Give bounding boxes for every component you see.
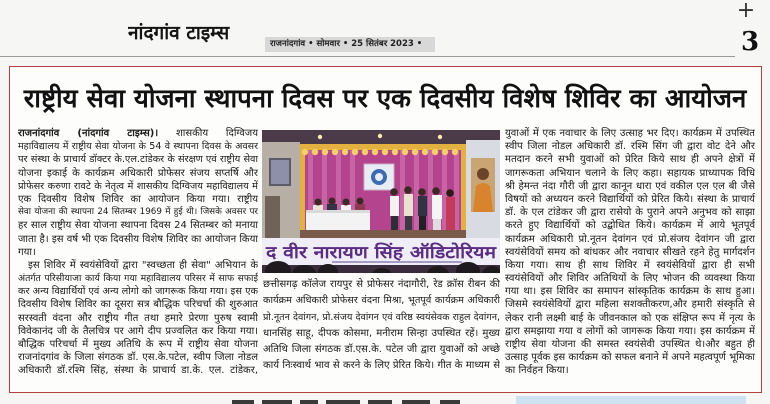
article-text-line: स्वयंसेवियों और शिविर अतिथियों के लिए भोजन की व्यवस्था किया: [505, 273, 755, 285]
article-text-line: राजनांदगांव के जिला संगठक डॉ. एस.के.पटेल, स्वीप जिला नोडल: [18, 352, 258, 364]
clipped-text-fragment: [368, 400, 392, 404]
newspaper-name: नांदगांव टाइम्स: [128, 22, 230, 44]
article-text-line: एक दिवसीय विशेष शिविर का आयोजन किया गया। राष्ट्रीय: [18, 193, 258, 205]
article-text-line: गया था। इस शिविर का समापन सांस्कृतिक कार्यक्रम के साथ हुआ।: [505, 286, 755, 298]
article-text-line: लेकर रानी लक्ष्मी बाई के जीवनकाल को एक संक्षिप्त रूप में नृत्य के: [505, 312, 755, 324]
clipped-text-fragment: [440, 400, 460, 404]
article-text-line: उत्साह पूर्वक इस कार्यक्रम को सफल बनाने में अपने महत्वपूर्ण भूमिका: [505, 352, 755, 364]
article-text-line: प्रोफेसर करुणा रावटे के नेतृत्व में शासकीय दिग्विजय महाविद्यालय में: [18, 180, 258, 192]
article-text-line: छत्तीसगढ़ कॉलेज रायपुर से प्रोफेसर नंदागौरी, रेड क्रॉस रीबन की: [263, 279, 500, 290]
article-text-line: कार्य निःस्वार्थ भाव से करने के लिए प्रेरित किये। गीत के माध्यम से: [263, 360, 500, 372]
stage-emblem: [364, 164, 394, 190]
clipped-text-fragment: [402, 400, 430, 404]
article-text-line: पर संस्था के प्राचार्य डॉक्टर के.एल.टांडेकर के संरक्षण एवं राष्ट्रीय सेवा: [18, 154, 258, 166]
page-number: 3: [740, 27, 760, 57]
article-text: शासकीय दिग्विजय: [175, 128, 258, 139]
article-text-line: किया गया। साथ ही साथ शिविर में स्वयंसेवियों द्वारा ही सभी: [505, 259, 755, 271]
article-text-line: स्वीप जिला नोडल अधिकारी डॉ. रश्मि सिंग जी द्वारा वोट देने और: [505, 141, 755, 153]
article-text-line: अधिकारी डॉ.रश्मि सिंह, संस्था के प्राचार्य डा.के. एल. टांडेकर,: [18, 365, 258, 377]
article-text-line: स्वयंसेवियों समय को बांधकर और नवाचार सीखते रहने हेतु मार्गदर्शन: [505, 246, 755, 258]
ceiling: [262, 130, 500, 144]
col-right: [505, 127, 755, 378]
next-story-box: [516, 396, 746, 404]
date-strip: राजनांदगांव • सोमवार • 25 सितंबर 2023 •: [265, 37, 435, 52]
article-text-line: जाता है। इस वर्ष भी एक दिवसीय विशेष शिविर का आयोजन किया: [18, 233, 258, 245]
article-text-line: राष्ट्रीय सेवा योजना की समस्त स्वयंसेवी उपस्थित थे।और बहुत ही: [505, 339, 755, 350]
stage-table: [306, 210, 370, 230]
article-text-line: गया।: [18, 246, 36, 258]
clipped-text-fragment: [326, 400, 360, 404]
article-text-line: महाविद्यालय में राष्ट्रीय सेवा योजना के 54 वे स्थापना दिवस के अवसर: [18, 141, 258, 153]
left-wall: [262, 142, 300, 240]
article-text-line: सरस्वती वंदना और राष्ट्रीय गीत तथा हमारे प्रेरणा पुरुष स्वामी: [18, 312, 258, 324]
article-text-line: द्वारा समझाया गया व लोगों को जागरूक किया गया। इस कार्यक्रम में: [505, 325, 755, 337]
article-text-line: प्रो.नूतन देवांगन, प्रो.संजय देवांगन एवं वरिष्ठ स्वयंसेवक राहुल देवांगन,: [263, 311, 500, 323]
article-text-line: कर अन्य विद्यार्थियों एवं अन्य लोगो को जागरूक किया गया। इस एक: [18, 286, 258, 298]
banner-text: द वीर नारायण सिंह ऑडिटोरियम: [266, 243, 468, 263]
headline: राष्ट्रीय सेवा योजना स्थापना दिवस पर एक दिवसीय विशेष शिविर का आयोजन: [23, 84, 747, 114]
col-middle: [263, 277, 500, 377]
article-text-line: [18, 127, 258, 140]
portrait-panel: [466, 140, 500, 240]
article-text-line: श्री हेमन्त नंदा गौरी जी द्वारा कानून धारा एवं वकील एल एल बी जैसे: [505, 180, 755, 192]
article-text-line: विषयों को अध्ययन करने विद्यार्थियों को प्रेरित किये। संस्था के प्राचार्य: [505, 193, 755, 205]
article-text-line: युवाओं में एक नवाचार के लिए उत्साह भर दिए। कार्यक्रम में उपस्थित: [505, 128, 755, 139]
article-text-line: मतदान करने सभी युवाओं को प्रेरित किये साथ ही अपने क्षेत्रों में: [505, 154, 755, 166]
article-text-line: धानसिंह साहू, दीपक कोसमा, मनीराम सिन्हा उपस्थित रहें। मुख्य: [263, 327, 500, 339]
event-photo: [262, 130, 500, 273]
article-text-line: विवेकानंद जी के तैलचित्र पर आगे दीप प्रज्वलित कर किया गया।: [18, 325, 258, 337]
event-photo-graphic: [262, 130, 500, 273]
article-text-line: जिसमे स्वयंसेवियों द्वारा महिला सशक्तीकरण,और हमारी संस्कृति से: [505, 299, 755, 311]
registration-mark: +: [736, 0, 756, 23]
article-dateline: राजनांदगांव (नांदगांव टाइम्स)।: [18, 128, 159, 139]
article-text-line: इस शिविर में स्वयंसेवियों द्वारा "स्वच्छता ही सेवा" अभियान के: [28, 259, 258, 271]
clipped-text-fragment: [300, 400, 318, 404]
article-text-line: दिवसीय विशेष शिविर का दूसरा सत्र बौद्धिक परिचर्चा की शुरुआत: [18, 299, 258, 311]
article-text-line: हर साल राष्ट्रीय सेवा योजना स्थापना दिवस 24 सितम्बर को मनाया: [18, 220, 258, 232]
article-text-line: अतिथि जिला संगठक डॉ.एस.के. पटेल जी द्वारा युवाओं को अच्छे: [263, 344, 500, 356]
article-text-line: योजना इकाई के कार्यक्रम अधिकारी प्रोफेसर संजय सप्तर्षि और: [18, 167, 258, 179]
article-text-line: कार्यक्रम अधिकारी प्रो.नूतन देवांगन एवं प्रो.संजय देवांगन जी द्वारा: [505, 233, 755, 245]
article-text-line: बौद्धिक परिचर्चा में मुख्य अतिथि के रूप में राष्ट्रीय सेवा योजना: [18, 339, 258, 350]
clipped-text-fragment: [232, 400, 254, 404]
article-text-line: डॉ. के एल टांडेकर जी द्वारा रासेयो के पुराने अपने अनुभव को साझा: [505, 207, 755, 219]
article-text-line: कार्यक्रम अधिकारी प्रोफेसर वंदना मिश्रा, भूतपूर्व कार्यक्रम अधिकारी: [263, 295, 500, 307]
article-text-line: सेवा योजना की स्थापना 24 सितम्बर 1969 में हुई थी। जिसके अवसर पर: [18, 207, 258, 218]
header-divider: [0, 56, 735, 57]
stage-banner: [262, 238, 500, 265]
clipped-text-fragment: [262, 400, 292, 404]
article-text-line: करते हुए विद्यार्थियों को उद्बोधित किये। कार्यक्रम में आये भूतपूर्व: [505, 220, 755, 232]
article-text-line: का निर्वहन किया।: [505, 365, 569, 377]
article-text-line: जागरूकता अभियान चलाने के लिए कहा। सहायक प्राध्यापक विधि: [505, 167, 755, 179]
col-left: [18, 127, 258, 378]
article-text-line: अंतर्गत परिसीयाजा कार्य किया गया महाविद्यालय परिसर में साफ सफाई: [18, 273, 258, 285]
